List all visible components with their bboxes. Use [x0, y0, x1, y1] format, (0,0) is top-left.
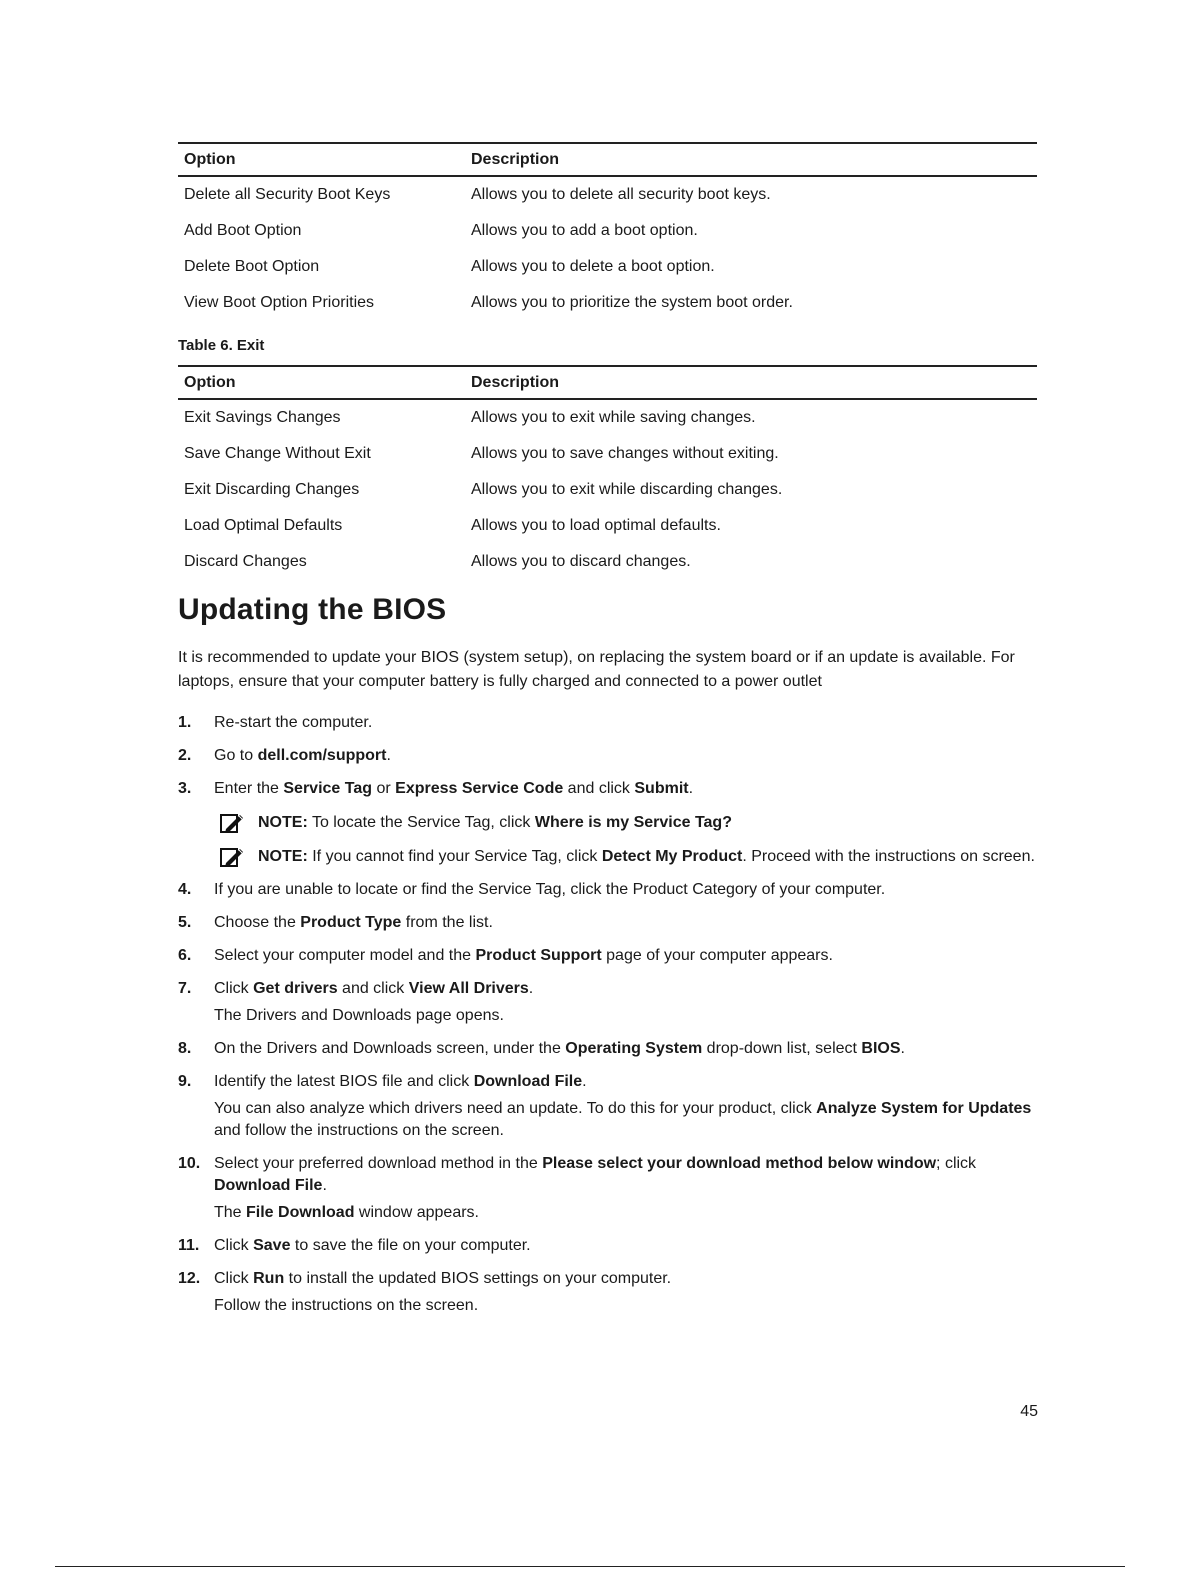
step-item — [178, 879, 1038, 901]
column-header-option: Option — [178, 366, 465, 399]
bold-term: File Download — [246, 1204, 355, 1221]
step-text: Select your preferred download method in the — [214, 1155, 543, 1172]
step-number: 2. — [178, 747, 192, 764]
note-text: If you cannot find your Service Tag, click — [307, 848, 602, 865]
step-text: ; click — [936, 1155, 977, 1172]
step-subtext — [214, 1098, 1038, 1142]
step-item — [178, 778, 1038, 868]
table-row — [178, 436, 1037, 472]
option-cell: Exit Discarding Changes — [184, 481, 360, 498]
description-cell: Allows you to discard changes. — [471, 553, 691, 570]
bold-term: Run — [253, 1270, 285, 1287]
step-item — [178, 1268, 1038, 1317]
description-cell: Allows you to delete a boot option. — [471, 258, 715, 275]
bold-term: Download File — [473, 1073, 583, 1090]
table-row — [178, 508, 1037, 544]
step-text: to install the updated BIOS settings on your computer. — [284, 1270, 672, 1287]
step-text: Click — [214, 1237, 254, 1254]
bold-term: BIOS — [861, 1040, 901, 1057]
boot-options-table — [178, 142, 1037, 321]
step-text: . — [322, 1177, 327, 1194]
bold-term: Please select your download method below window — [542, 1155, 937, 1172]
step-number: 3. — [178, 780, 192, 797]
description-cell: Allows you to save changes without exiting. — [471, 445, 779, 462]
step-text: Click — [214, 980, 254, 997]
step-item — [178, 912, 1038, 934]
instruction-steps — [178, 712, 1038, 1317]
bold-term: Service Tag — [283, 780, 373, 797]
note-label: NOTE: — [258, 848, 308, 865]
step-item — [178, 745, 1038, 767]
step-text: Go to — [214, 747, 258, 764]
option-cell: Load Optimal Defaults — [184, 517, 343, 534]
step-item — [178, 945, 1038, 967]
step-item — [178, 978, 1038, 1027]
bold-term: Submit — [634, 780, 689, 797]
note-pencil-icon — [220, 846, 244, 868]
option-cell: Delete Boot Option — [184, 258, 320, 275]
note-text: . Proceed with the instructions on screen. — [742, 848, 1035, 865]
intro-paragraph: It is recommended to update your BIOS (system setup), on replacing the system board or if an update is available. For laptops, ensure that your computer battery is fully charged and connected to a power outlet — [178, 649, 1015, 690]
note-block — [214, 846, 1038, 868]
step-item — [178, 1235, 1038, 1257]
note-label: NOTE: — [258, 814, 308, 831]
option-cell: Add Boot Option — [184, 222, 302, 239]
column-header-description: Description — [465, 366, 1037, 399]
description-cell: Allows you to load optimal defaults. — [471, 517, 721, 534]
step-text: Identify the latest BIOS file and click — [214, 1073, 474, 1090]
bold-term: View All Drivers — [408, 980, 529, 997]
step-number: 10. — [178, 1155, 201, 1172]
column-header-option: Option — [178, 143, 465, 176]
step-text: from the list. — [401, 914, 493, 931]
step-text: You can also analyze which drivers need an update. To do this for your product, click — [214, 1100, 817, 1117]
table-row — [178, 544, 1037, 580]
option-cell: Discard Changes — [184, 553, 307, 570]
table-row — [178, 176, 1037, 213]
step-text: Select your computer model and the — [214, 947, 476, 964]
bold-term: Analyze System for Updates — [816, 1100, 1032, 1117]
option-cell: Exit Savings Changes — [184, 409, 341, 426]
note-block — [214, 812, 1038, 834]
step-number: 4. — [178, 881, 192, 898]
description-cell: Allows you to prioritize the system boot order. — [471, 294, 793, 311]
bold-term: Product Support — [475, 947, 602, 964]
step-item — [178, 1038, 1038, 1060]
step-text: . — [900, 1040, 905, 1057]
bold-term: Detect My Product — [601, 848, 743, 865]
bold-term: Download File — [214, 1177, 323, 1194]
table-row — [178, 399, 1037, 436]
step-number: 5. — [178, 914, 192, 931]
step-item — [178, 1071, 1038, 1142]
step-number: 11. — [178, 1237, 200, 1254]
step-subtext — [214, 1202, 1038, 1224]
step-text: drop-down list, select — [702, 1040, 862, 1057]
step-number: 8. — [178, 1040, 192, 1057]
step-text: . — [688, 780, 694, 797]
bold-term: Product Type — [300, 914, 402, 931]
table-row — [178, 213, 1037, 249]
column-header-description: Description — [465, 143, 1037, 176]
bold-term: Save — [253, 1237, 291, 1254]
table-header-row — [178, 366, 1037, 399]
step-text: . — [386, 747, 391, 764]
description-cell: Allows you to exit while discarding changes. — [471, 481, 783, 498]
step-text: If you are unable to locate or find the Service Tag, click the Product Category of your computer. — [214, 881, 886, 898]
table-row — [178, 249, 1037, 285]
step-subtext: The Drivers and Downloads page opens. — [214, 1007, 504, 1024]
step-number: 7. — [178, 980, 192, 997]
step-item — [178, 712, 1038, 734]
step-text: On the Drivers and Downloads screen, under the — [214, 1040, 566, 1057]
table-caption: Table 6. Exit — [178, 337, 265, 354]
step-number: 6. — [178, 947, 192, 964]
page-number: 45 — [1020, 1403, 1038, 1420]
step-item — [178, 1153, 1038, 1224]
step-text: to save the file on your computer. — [290, 1237, 531, 1254]
option-cell: Save Change Without Exit — [184, 445, 371, 462]
step-text: page of your computer appears. — [601, 947, 833, 964]
step-number: 12. — [178, 1270, 201, 1287]
page-content — [178, 142, 1038, 1328]
table-row — [178, 472, 1037, 508]
step-text: and follow the instructions on the screen. — [214, 1122, 504, 1139]
option-cell: View Boot Option Priorities — [184, 294, 375, 311]
bold-term: Operating System — [565, 1040, 703, 1057]
option-cell: Delete all Security Boot Keys — [184, 186, 391, 203]
step-text: and click — [337, 980, 409, 997]
table-header-row — [178, 143, 1037, 176]
section-heading: Updating the BIOS — [178, 593, 447, 626]
step-text: Click — [214, 1270, 254, 1287]
step-text: Enter the — [214, 780, 284, 797]
bold-term: Get drivers — [253, 980, 338, 997]
step-text: The — [214, 1204, 247, 1221]
step-text: or — [372, 780, 396, 797]
step-text: . — [582, 1073, 587, 1090]
note-pencil-icon — [220, 812, 244, 834]
description-cell: Allows you to delete all security boot keys. — [471, 186, 771, 203]
exit-options-table — [178, 365, 1037, 580]
table-row — [178, 285, 1037, 321]
step-text: Choose the — [214, 914, 301, 931]
note-text: To locate the Service Tag, click — [307, 814, 535, 831]
step-text: . — [528, 980, 534, 997]
step-text: Re-start the computer. — [214, 714, 373, 731]
step-text: window appears. — [354, 1204, 479, 1221]
footer-divider — [55, 1566, 1125, 1567]
description-cell: Allows you to exit while saving changes. — [471, 409, 756, 426]
description-cell: Allows you to add a boot option. — [471, 222, 698, 239]
support-link[interactable]: dell.com/support — [257, 747, 387, 764]
bold-term: Express Service Code — [395, 780, 564, 797]
step-number: 9. — [178, 1073, 192, 1090]
step-number: 1. — [178, 714, 192, 731]
step-text: and click — [563, 780, 635, 797]
bold-term: Where is my Service Tag? — [534, 814, 732, 831]
step-subtext: Follow the instructions on the screen. — [214, 1297, 479, 1314]
